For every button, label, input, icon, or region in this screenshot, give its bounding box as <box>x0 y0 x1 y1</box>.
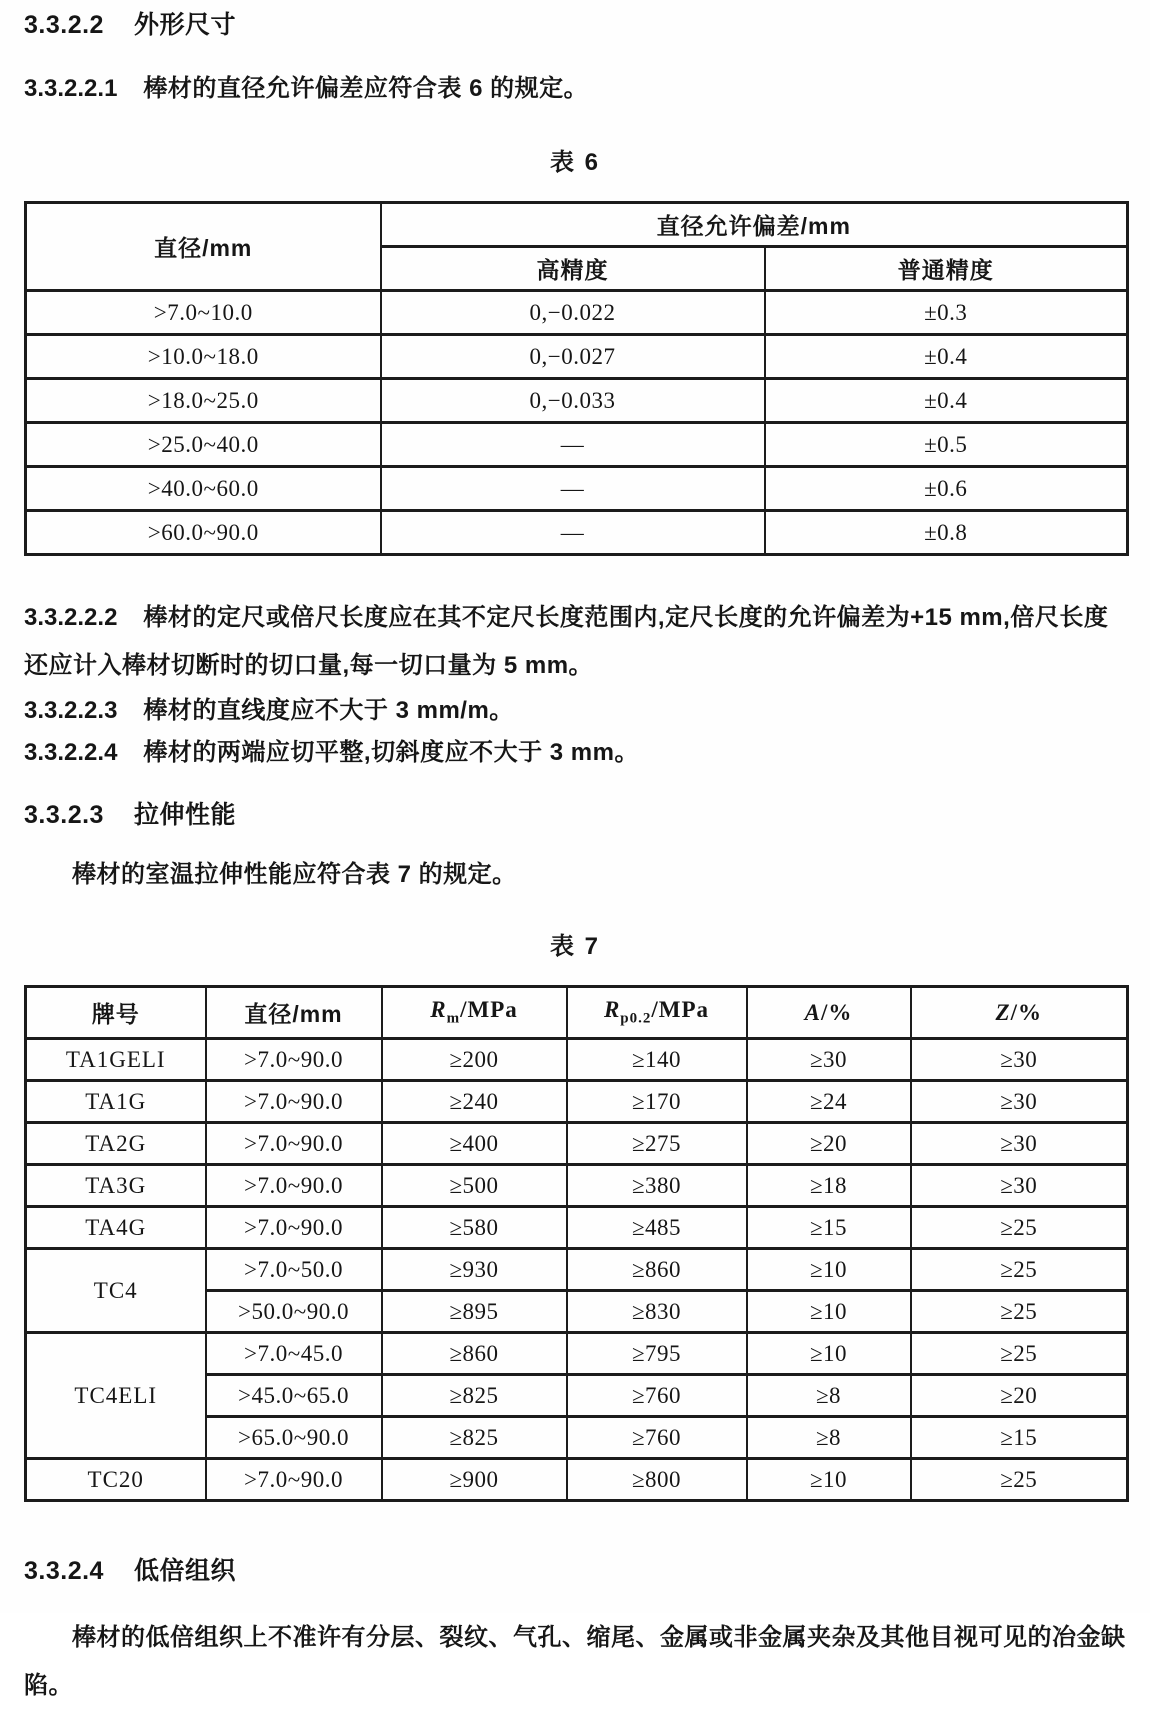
section-title: 低倍组织 <box>133 1557 236 1585</box>
table7-cell-grade: TA4G <box>26 1207 206 1249</box>
table7-cell: ≥25 <box>911 1291 1128 1333</box>
table7-cell: >7.0~90.0 <box>206 1081 382 1123</box>
table-row <box>26 1123 1128 1165</box>
paragraph-33221 <box>24 68 1126 110</box>
table7-cell: ≥485 <box>567 1207 747 1249</box>
table7-header-grade: 牌号 <box>26 987 206 1039</box>
clause-text: 棒材的直线度应不大于 3 mm/m。 <box>143 697 514 724</box>
table6-cell: ±0.5 <box>765 423 1128 467</box>
table7-cell: >7.0~90.0 <box>206 1039 382 1081</box>
table7-cell: ≥25 <box>911 1249 1128 1291</box>
table7-cell: ≥8 <box>747 1417 911 1459</box>
table-row <box>26 1249 1128 1291</box>
table7-cell-grade: TA3G <box>26 1165 206 1207</box>
table7-cell: ≥930 <box>382 1249 567 1291</box>
table7-cell-grade: TA1G <box>26 1081 206 1123</box>
table7-cell-grade: TC4ELI <box>26 1333 206 1459</box>
table7-cell-grade: TA2G <box>26 1123 206 1165</box>
table7-cell: ≥25 <box>911 1459 1128 1501</box>
table6-header-tolerance-group: 直径允许偏差/mm <box>381 203 1128 247</box>
table6-cell: >7.0~10.0 <box>26 291 381 335</box>
table7-cell: ≥400 <box>382 1123 567 1165</box>
table7-caption: 表 7 <box>549 933 600 960</box>
table7-cell: ≥825 <box>382 1375 567 1417</box>
paragraph-3323-intro: 棒材的室温拉伸性能应符合表 7 的规定。 <box>72 861 517 888</box>
section-number: 3.3.2.2 <box>24 11 104 39</box>
table6-header-high-precision: 高精度 <box>381 247 765 291</box>
table7-cell: >7.0~90.0 <box>206 1459 382 1501</box>
table7-cell: ≥10 <box>747 1249 911 1291</box>
table6-cell: >40.0~60.0 <box>26 467 381 511</box>
table6-cell: ±0.8 <box>765 511 1128 555</box>
table7-cell: ≥30 <box>747 1039 911 1081</box>
table7-cell: ≥275 <box>567 1123 747 1165</box>
table7-cell: ≥10 <box>747 1291 911 1333</box>
section-heading-3323 <box>24 800 1126 830</box>
table6-cell: ±0.4 <box>765 379 1128 423</box>
table-row <box>26 423 1128 467</box>
table7-cell: ≥30 <box>911 1165 1128 1207</box>
table6-cell: ±0.3 <box>765 291 1128 335</box>
clause-number: 3.3.2.2.3 <box>24 697 118 724</box>
table6-cell: 0,−0.033 <box>381 379 765 423</box>
paragraph-33223 <box>24 690 1126 732</box>
paragraph-33224 <box>24 732 1126 774</box>
table7-cell: ≥895 <box>382 1291 567 1333</box>
table6-header-normal-precision: 普通精度 <box>765 247 1128 291</box>
table7-cell: ≥25 <box>911 1333 1128 1375</box>
table7-cell: ≥25 <box>911 1207 1128 1249</box>
table7-cell: ≥20 <box>911 1375 1128 1417</box>
table6-cell: ±0.4 <box>765 335 1128 379</box>
table-row <box>26 1039 1128 1081</box>
table-row <box>26 1459 1128 1501</box>
table-row <box>26 1165 1128 1207</box>
table6-cell: — <box>381 467 765 511</box>
table6-cell: >18.0~25.0 <box>26 379 381 423</box>
section-heading-3322 <box>24 10 1126 40</box>
table7-cell: ≥15 <box>747 1207 911 1249</box>
table7-cell-grade: TA1GELI <box>26 1039 206 1081</box>
table7-cell: ≥30 <box>911 1081 1128 1123</box>
table7-cell: ≥170 <box>567 1081 747 1123</box>
table6-cell: >10.0~18.0 <box>26 335 381 379</box>
table7-cell: ≥860 <box>382 1333 567 1375</box>
table7-header-diameter: 直径/mm <box>206 987 382 1039</box>
table6-header-diameter: 直径/mm <box>26 203 381 291</box>
table-row <box>26 379 1128 423</box>
table7-cell: ≥20 <box>747 1123 911 1165</box>
table6-cell: 0,−0.027 <box>381 335 765 379</box>
table-row <box>26 467 1128 511</box>
clause-text: 棒材的定尺或倍尺长度应在其不定尺长度范围内,定尺长度的允许偏差为+15 mm,倍尺长度还应计入棒材切断时的切口量,每一切口量为 5 mm。 <box>24 604 1109 679</box>
table7 <box>24 985 1129 1502</box>
table7-cell: ≥30 <box>911 1123 1128 1165</box>
clause-text: 棒材的直径允许偏差应符合表 6 的规定。 <box>143 75 589 102</box>
table7-cell: ≥15 <box>911 1417 1128 1459</box>
table7-cell: >45.0~65.0 <box>206 1375 382 1417</box>
table7-cell: ≥380 <box>567 1165 747 1207</box>
section-number: 3.3.2.3 <box>24 801 104 829</box>
table7-cell: ≥240 <box>382 1081 567 1123</box>
paragraph-3324-text: 棒材的低倍组织上不准许有分层、裂纹、气孔、缩尾、金属或非金属夹杂及其他目视可见的冶金缺陷。 <box>24 1624 1126 1699</box>
table7-cell: ≥30 <box>911 1039 1128 1081</box>
table7-cell: ≥8 <box>747 1375 911 1417</box>
section-number: 3.3.2.4 <box>24 1557 104 1585</box>
table7-cell: >7.0~90.0 <box>206 1207 382 1249</box>
table7-header-z: Z/% <box>911 987 1128 1039</box>
table-row <box>26 511 1128 555</box>
table6-cell: ±0.6 <box>765 467 1128 511</box>
table7-header-rm: $R_m$/MPa <box>382 987 567 1039</box>
section-title: 拉伸性能 <box>133 801 236 829</box>
paragraph-33222 <box>24 594 1126 690</box>
table7-cell: ≥200 <box>382 1039 567 1081</box>
table7-cell: >7.0~45.0 <box>206 1333 382 1375</box>
table7-cell-grade: TC4 <box>26 1249 206 1333</box>
table7-cell: ≥830 <box>567 1291 747 1333</box>
table7-cell: ≥760 <box>567 1375 747 1417</box>
table-row <box>26 1333 1128 1375</box>
table7-cell: >7.0~50.0 <box>206 1249 382 1291</box>
table7-cell: ≥800 <box>567 1459 747 1501</box>
table7-cell: ≥795 <box>567 1333 747 1375</box>
section-heading-3324 <box>24 1556 1126 1586</box>
table7-cell: ≥10 <box>747 1333 911 1375</box>
table7-cell: >65.0~90.0 <box>206 1417 382 1459</box>
table6-cell: — <box>381 423 765 467</box>
table6-cell: 0,−0.022 <box>381 291 765 335</box>
table7-cell: >7.0~90.0 <box>206 1123 382 1165</box>
table7-cell-grade: TC20 <box>26 1459 206 1501</box>
table7-cell: ≥860 <box>567 1249 747 1291</box>
clause-number: 3.3.2.2.2 <box>24 604 118 631</box>
table6 <box>24 201 1129 556</box>
table7-cell: ≥900 <box>382 1459 567 1501</box>
table7-cell: ≥760 <box>567 1417 747 1459</box>
table-row <box>26 1081 1128 1123</box>
table6-cell: >25.0~40.0 <box>26 423 381 467</box>
table7-header-a: A/% <box>747 987 911 1039</box>
table7-cell: ≥18 <box>747 1165 911 1207</box>
section-title: 外形尺寸 <box>133 11 236 39</box>
table7-cell: ≥140 <box>567 1039 747 1081</box>
clause-number: 3.3.2.2.4 <box>24 739 118 766</box>
table7-cell: ≥24 <box>747 1081 911 1123</box>
table-row <box>26 335 1128 379</box>
table7-cell: ≥580 <box>382 1207 567 1249</box>
table7-cell: ≥825 <box>382 1417 567 1459</box>
table6-cell: — <box>381 511 765 555</box>
table7-cell: ≥10 <box>747 1459 911 1501</box>
table6-cell: >60.0~90.0 <box>26 511 381 555</box>
table7-cell: ≥500 <box>382 1165 567 1207</box>
table7-cell: >7.0~90.0 <box>206 1165 382 1207</box>
clause-number: 3.3.2.2.1 <box>24 75 118 102</box>
table-row <box>26 291 1128 335</box>
table6-caption: 表 6 <box>549 149 600 176</box>
table7-header-rp02: $R_{p0.2}$/MPa <box>567 987 747 1039</box>
table7-cell: >50.0~90.0 <box>206 1291 382 1333</box>
table-row <box>26 1207 1128 1249</box>
clause-text: 棒材的两端应切平整,切斜度应不大于 3 mm。 <box>143 739 639 766</box>
